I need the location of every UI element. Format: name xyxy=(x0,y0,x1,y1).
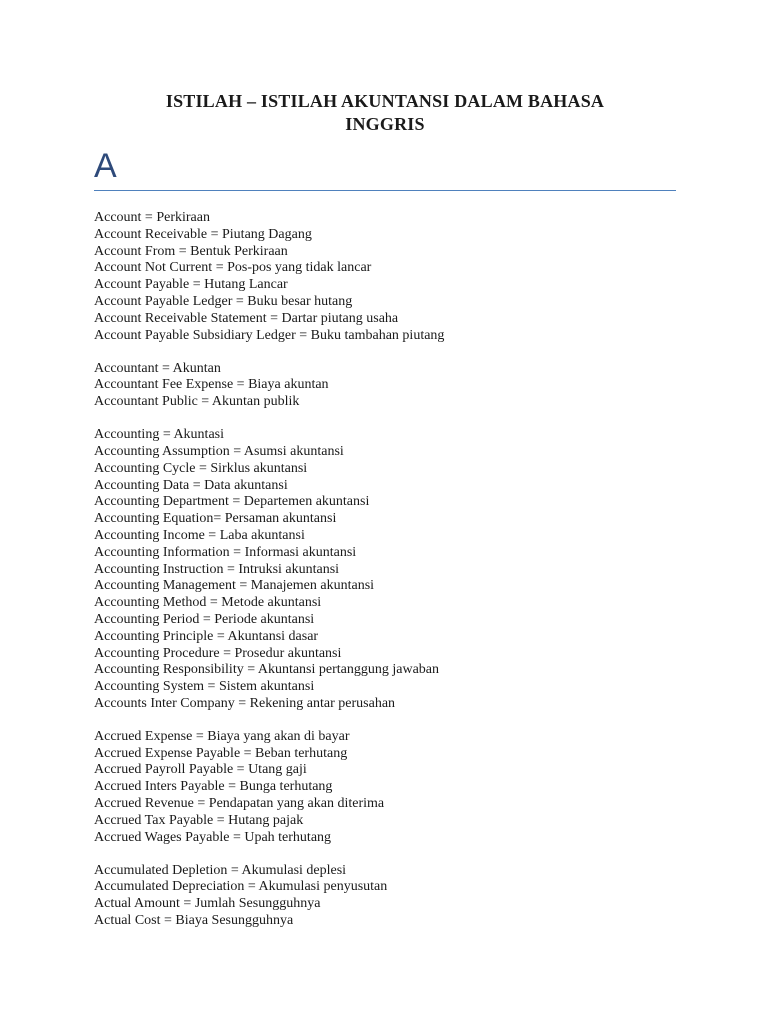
glossary-entry: Accounting Data = Data akuntansi xyxy=(94,477,288,493)
glossary-group xyxy=(94,427,694,713)
glossary-entry: Accountant = Akuntan xyxy=(94,360,221,376)
glossary-entry: Accounting Cycle = Sirklus akuntansi xyxy=(94,460,308,476)
page-title xyxy=(94,90,676,135)
glossary-entry: Accounting Assumption = Asumsi akuntansi xyxy=(94,443,344,459)
title-line: ISTILAH – ISTILAH AKUNTANSI DALAM BAHASA xyxy=(165,91,605,111)
glossary-entry: Accrued Expense Payable = Beban terhutang xyxy=(94,745,348,761)
glossary-entry: Accounting Information = Informasi akuntansi xyxy=(94,544,357,560)
glossary-entry: Accounting Period = Periode akuntansi xyxy=(94,611,315,627)
glossary-entry: Accounting Responsibility = Akuntansi pertanggung jawaban xyxy=(94,662,440,678)
glossary-entry: Accountant Fee Expense = Biaya akuntan xyxy=(94,377,329,393)
glossary-entry: Accounting System = Sistem akuntansi xyxy=(94,679,315,695)
glossary-entry: Accounting Equation= Persaman akuntansi xyxy=(94,511,337,527)
glossary-entry: Accounting Department = Departemen akuntansi xyxy=(94,494,370,510)
glossary-entry: Account From = Bentuk Perkiraan xyxy=(94,243,288,259)
glossary-entry: Accounting Income = Laba akuntansi xyxy=(94,527,305,543)
glossary-entry: Accrued Revenue = Pendapatan yang akan diterima xyxy=(94,796,385,812)
glossary-entries xyxy=(94,210,694,946)
glossary-entry: Accountant Public = Akuntan publik xyxy=(94,394,300,410)
glossary-entry: Accrued Expense = Biaya yang akan di bayar xyxy=(94,728,350,744)
glossary-entry: Account Payable Subsidiary Ledger = Buku tambahan piutang xyxy=(94,327,445,343)
glossary-entry: Accumulated Depreciation = Akumulasi penyusutan xyxy=(94,879,388,895)
section-divider xyxy=(94,190,676,191)
glossary-entry: Accumulated Depletion = Akumulasi deplesi xyxy=(94,862,347,878)
glossary-entry: Actual Amount = Jumlah Sesungguhnya xyxy=(94,896,321,912)
glossary-entry: Accounting = Akuntasi xyxy=(94,427,224,443)
glossary-group xyxy=(94,361,694,411)
glossary-entry: Accrued Inters Payable = Bunga terhutang xyxy=(94,779,333,795)
title-line: INGGRIS xyxy=(345,113,425,134)
glossary-entry: Account Payable = Hutang Lancar xyxy=(94,277,288,293)
glossary-entry: Account = Perkiraan xyxy=(94,210,210,225)
glossary-entry: Account Receivable Statement = Dartar piutang usaha xyxy=(94,310,399,326)
glossary-group xyxy=(94,863,694,930)
glossary-entry: Actual Cost = Biaya Sesungguhnya xyxy=(94,913,294,929)
glossary-entry: Accrued Payroll Payable = Utang gaji xyxy=(94,762,307,778)
glossary-entry: Accounting Principle = Akuntansi dasar xyxy=(94,628,319,644)
glossary-entry: Accounting Instruction = Intruksi akuntansi xyxy=(94,561,340,577)
glossary-entry: Account Receivable = Piutang Dagang xyxy=(94,226,312,242)
glossary-entry: Accrued Tax Payable = Hutang pajak xyxy=(94,812,304,828)
glossary-group xyxy=(94,210,694,344)
glossary-entry: Accounting Management = Manajemen akuntansi xyxy=(94,578,375,594)
glossary-entry: Account Payable Ledger = Buku besar hutang xyxy=(94,293,353,309)
glossary-entry: Accounting Method = Metode akuntansi xyxy=(94,595,322,611)
glossary-entry: Accrued Wages Payable = Upah terhutang xyxy=(94,829,332,845)
glossary-entry: Accounting Procedure = Prosedur akuntansi xyxy=(94,645,342,661)
section-heading-letter: A xyxy=(94,147,117,185)
glossary-entry: Accounts Inter Company = Rekening antar perusahan xyxy=(94,695,396,711)
glossary-group xyxy=(94,729,694,847)
glossary-entry: Account Not Current = Pos-pos yang tidak lancar xyxy=(94,260,372,276)
